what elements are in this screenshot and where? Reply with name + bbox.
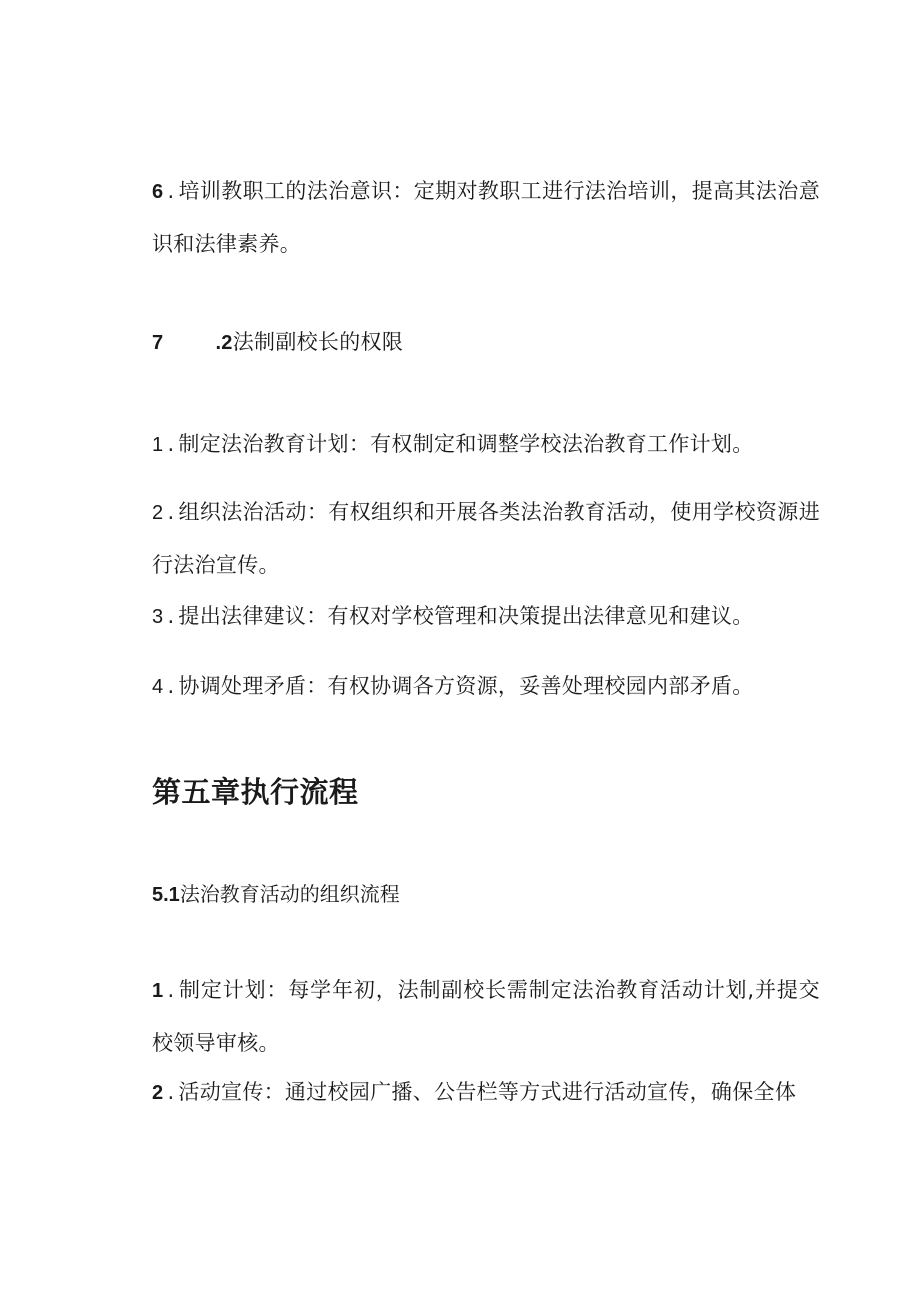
list-item-process-1: 1 . 制定计划：每学年初，法制副校长需制定法治教育活动计划,并提交校领导审核。 bbox=[152, 978, 820, 1055]
item-text: 协调处理矛盾：有权协调各方资源，妥善处理校园内部矛盾。 bbox=[178, 674, 754, 698]
item-number: 1 bbox=[152, 434, 164, 456]
list-item-right-3: 3 . 提出法律建议：有权对学校管理和决策提出法律意见和建议。 bbox=[152, 604, 754, 628]
item-number: 2 bbox=[152, 502, 164, 524]
item-text: 组织法治活动：有权组织和开展各类法治教育活动，使用学校资源进行法治宣传。 bbox=[152, 500, 820, 577]
list-item-right-2: 2 . 组织法治活动：有权组织和开展各类法治教育活动，使用学校资源进行法治宣传。 bbox=[152, 500, 820, 577]
section-subnumber: .2 bbox=[215, 332, 233, 354]
item-number: 3 bbox=[152, 606, 164, 628]
item-text: 培训教职工的法治意识：定期对教职工进行法治培训，提高其法治意识和法律素养。 bbox=[152, 179, 820, 256]
chapter-title: 第五章执行流程 bbox=[152, 775, 359, 809]
item-number: 4 bbox=[152, 676, 164, 698]
list-item-right-4: 4 . 协调处理矛盾：有权协调各方资源，妥善处理校园内部矛盾。 bbox=[152, 674, 754, 698]
section-title: 法制副校长的权限 bbox=[232, 330, 404, 354]
list-item-right-1: 1 . 制定法治教育计划：有权制定和调整学校法治教育工作计划。 bbox=[152, 432, 754, 456]
item-number: 2 bbox=[152, 1082, 164, 1104]
section-number: 5.1 bbox=[152, 884, 180, 906]
section-heading-7-2 bbox=[152, 316, 820, 369]
section-heading-5-1 bbox=[152, 874, 400, 915]
item-text: 制定计划：每学年初，法制副校长需制定法治教育活动计划,并提交校领导审核。 bbox=[152, 978, 820, 1055]
list-item-6: 6 . 培训教职工的法治意识：定期对教职工进行法治培训，提高其法治意识和法律素养。 bbox=[152, 179, 820, 256]
item-number: 1 bbox=[152, 980, 164, 1002]
item-text: 提出法律建议：有权对学校管理和决策提出法律意见和建议。 bbox=[178, 604, 754, 628]
list-item-process-2: 2 . 活动宣传：通过校园广播、公告栏等方式进行活动宣传，确保全体 bbox=[152, 1080, 797, 1104]
section-number: 7 bbox=[152, 332, 164, 354]
item-number: 6 bbox=[152, 181, 164, 203]
item-text: 制定法治教育计划：有权制定和调整学校法治教育工作计划。 bbox=[178, 432, 754, 456]
item-text: 活动宣传：通过校园广播、公告栏等方式进行活动宣传，确保全体 bbox=[178, 1080, 797, 1104]
section-title: 法治教育活动的组织流程 bbox=[179, 882, 400, 906]
